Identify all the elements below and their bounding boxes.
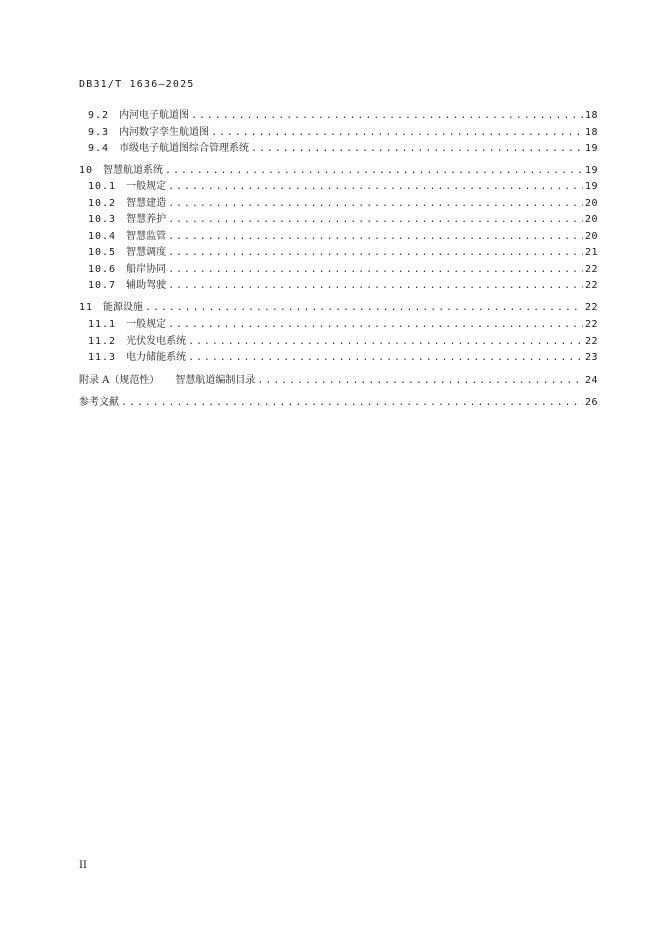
toc-entry-page: 22: [584, 302, 598, 313]
toc-entry-number: 9.4: [88, 143, 110, 154]
toc-entry-page: 22: [584, 280, 598, 291]
toc-dot-leader: [168, 263, 583, 277]
toc-entry-number: 10: [79, 165, 94, 176]
toc-entry-page: 21: [584, 247, 598, 258]
toc-entry-title: 参考文献: [79, 397, 119, 408]
toc-entry-page: 26: [584, 397, 598, 408]
toc-entry-number: 9.2: [88, 110, 110, 121]
toc-dot-leader: [121, 396, 583, 410]
toc-entry-number: 11.2: [88, 336, 117, 347]
toc-dot-leader: [168, 213, 583, 227]
toc-entry-page: 19: [584, 143, 598, 154]
toc-entry-page: 18: [584, 127, 598, 138]
toc-entry[interactable]: [88, 197, 598, 211]
toc-entry[interactable]: [79, 374, 598, 388]
toc-entry-page: 19: [584, 181, 598, 192]
toc-entry-title: 市级电子航道图综合管理系统: [119, 143, 250, 154]
toc-entry-page: 22: [584, 336, 598, 347]
page-number-footer: II: [79, 860, 87, 871]
toc-entry[interactable]: [88, 126, 598, 140]
toc-entry[interactable]: [88, 335, 598, 349]
toc-dot-leader: [257, 374, 583, 388]
toc-entry-page: 22: [584, 264, 598, 275]
toc-entry-title: 电力储能系统: [126, 352, 187, 363]
toc-entry-page: 22: [584, 319, 598, 330]
toc-entry[interactable]: [88, 246, 598, 260]
toc-entry-title: 智慧建造: [126, 198, 167, 209]
toc-entry-number: 11.1: [88, 319, 117, 330]
toc-entry[interactable]: [79, 396, 598, 410]
toc-entry-page: 18: [584, 110, 598, 121]
toc-entry-title: 辅助驾驶: [126, 280, 167, 291]
toc-entry-page: 24: [584, 375, 598, 386]
toc-entry-number: 10.3: [88, 214, 117, 225]
toc-entry-title: 一般规定: [126, 319, 167, 330]
toc-dot-leader: [168, 318, 583, 332]
toc-entry[interactable]: [88, 180, 598, 194]
toc-entry[interactable]: [88, 318, 598, 332]
toc-entry-number: 10.1: [88, 181, 117, 192]
toc-entry-number: 10.6: [88, 264, 117, 275]
toc-entry[interactable]: [79, 164, 598, 178]
toc-entry-page: 19: [584, 165, 598, 176]
toc-entry-title: 船岸协同: [126, 264, 167, 275]
toc-entry-title: 一般规定: [126, 181, 167, 192]
toc-entry-number: 9.3: [88, 127, 110, 138]
toc-entry-number: 10.2: [88, 198, 117, 209]
toc-entry-page: 20: [584, 214, 598, 225]
toc-entry-title: 智慧养护: [126, 214, 167, 225]
toc-entry[interactable]: [88, 351, 598, 365]
toc-entry[interactable]: [88, 230, 598, 244]
toc-entry-number: 11.3: [88, 352, 117, 363]
toc-dot-leader: [165, 164, 583, 178]
toc-entry-number: 10.7: [88, 280, 117, 291]
toc-entry-title: 能源设施: [103, 302, 144, 313]
toc-entry-page: 20: [584, 198, 598, 209]
toc-entry[interactable]: [79, 301, 598, 315]
toc-dot-leader: [168, 197, 583, 211]
toc-dot-leader: [168, 180, 583, 194]
toc-entry-title: 内河数字孪生航道图: [119, 127, 210, 138]
toc-dot-leader: [168, 279, 583, 293]
toc-entry[interactable]: [88, 263, 598, 277]
toc-dot-leader: [211, 126, 583, 140]
toc-entry-page: 20: [584, 231, 598, 242]
toc-entry-title: 光伏发电系统: [126, 336, 187, 347]
toc-dot-leader: [168, 246, 583, 260]
toc-dot-leader: [188, 351, 583, 365]
toc-entry-title: 智慧航道编制目录: [175, 375, 256, 386]
toc-entry-number: 10.4: [88, 231, 117, 242]
toc-entry-title: 内河电子航道图: [119, 110, 190, 121]
toc-dot-leader: [188, 335, 583, 349]
toc-entry[interactable]: [88, 109, 598, 123]
toc-entry-number: 10.5: [88, 247, 117, 258]
toc-dot-leader: [145, 301, 583, 315]
toc-dot-leader: [168, 230, 583, 244]
toc-entry-title: 智慧调度: [126, 247, 167, 258]
toc-entry[interactable]: [88, 279, 598, 293]
toc-entry-title: 智慧航道系统: [103, 165, 164, 176]
toc-entry-title: 智慧监管: [126, 231, 167, 242]
toc-entry-number: 11: [79, 302, 94, 313]
toc-entry[interactable]: [88, 213, 598, 227]
toc-dot-leader: [251, 142, 583, 156]
toc-entry-number: 附录 A（规范性）: [79, 375, 160, 386]
toc-entry-page: 23: [584, 352, 598, 363]
toc-entry[interactable]: [88, 142, 598, 156]
toc-dot-leader: [191, 109, 583, 123]
document-id-header: DB31/T 1636—2025: [79, 79, 195, 90]
